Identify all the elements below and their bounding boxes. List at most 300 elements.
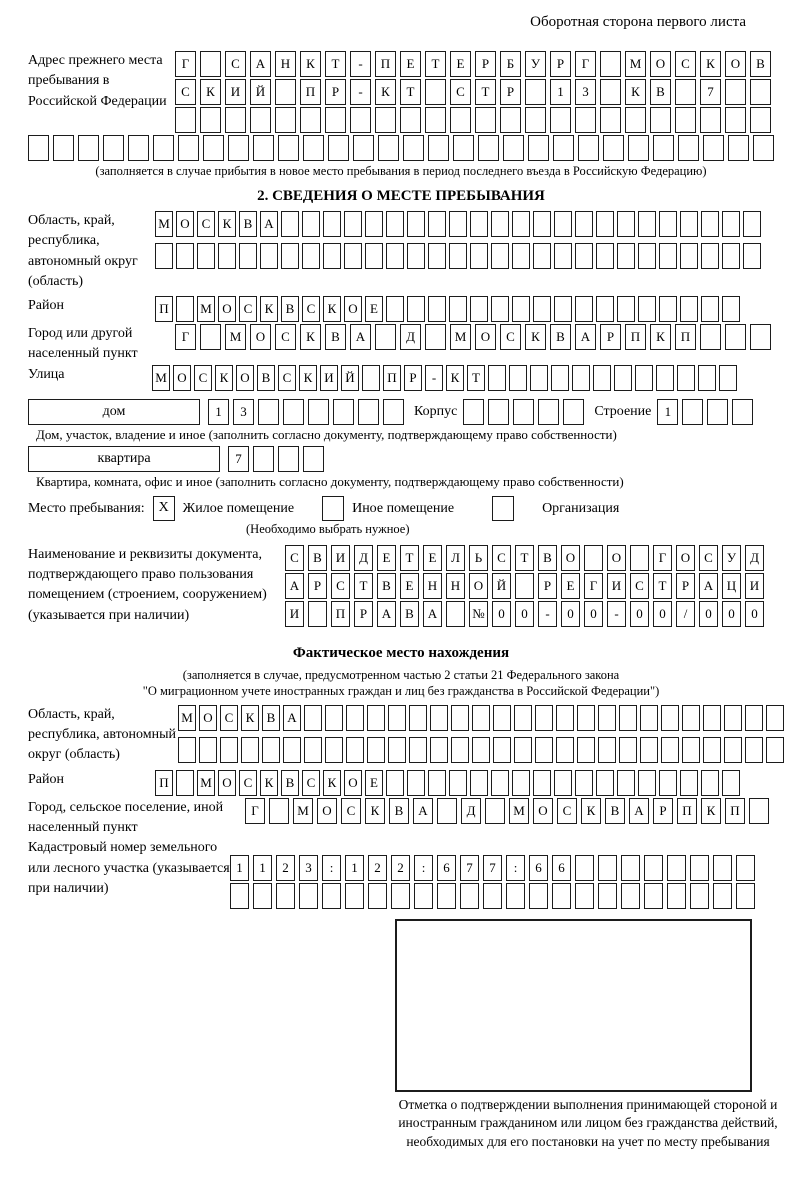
char-box[interactable]: П bbox=[375, 51, 396, 77]
char-box[interactable]: К bbox=[701, 798, 721, 824]
char-box[interactable] bbox=[703, 705, 721, 731]
char-box[interactable] bbox=[713, 855, 732, 881]
char-box[interactable]: - bbox=[350, 51, 371, 77]
char-box[interactable]: О bbox=[176, 211, 194, 237]
char-box[interactable]: 7 bbox=[700, 79, 721, 105]
char-box[interactable]: П bbox=[677, 798, 697, 824]
char-box[interactable] bbox=[584, 545, 603, 571]
char-box[interactable]: П bbox=[625, 324, 646, 350]
char-box[interactable] bbox=[414, 883, 433, 909]
char-box[interactable] bbox=[701, 243, 719, 269]
char-box[interactable] bbox=[724, 705, 742, 731]
char-box[interactable] bbox=[732, 399, 753, 425]
char-box[interactable] bbox=[659, 243, 677, 269]
char-box[interactable]: О bbox=[650, 51, 671, 77]
char-box[interactable]: М bbox=[178, 705, 196, 731]
char-box[interactable]: Н bbox=[446, 573, 465, 599]
char-box[interactable] bbox=[598, 883, 617, 909]
char-box[interactable] bbox=[230, 883, 249, 909]
char-box[interactable] bbox=[661, 705, 679, 731]
char-box[interactable]: О bbox=[236, 365, 254, 391]
char-box[interactable] bbox=[325, 705, 343, 731]
char-box[interactable] bbox=[535, 705, 553, 731]
char-box[interactable] bbox=[512, 770, 530, 796]
char-box[interactable] bbox=[344, 243, 362, 269]
char-box[interactable] bbox=[535, 737, 553, 763]
char-box[interactable]: Д bbox=[745, 545, 764, 571]
char-box[interactable]: П bbox=[300, 79, 321, 105]
char-box[interactable]: В bbox=[281, 296, 299, 322]
char-box[interactable] bbox=[600, 51, 621, 77]
char-box[interactable] bbox=[199, 737, 217, 763]
char-box[interactable] bbox=[722, 296, 740, 322]
char-box[interactable] bbox=[367, 705, 385, 731]
char-box[interactable]: : bbox=[322, 855, 341, 881]
char-box[interactable] bbox=[578, 135, 599, 161]
char-box[interactable] bbox=[449, 296, 467, 322]
char-box[interactable] bbox=[598, 705, 616, 731]
char-box[interactable]: О bbox=[607, 545, 626, 571]
char-box[interactable] bbox=[425, 79, 446, 105]
char-box[interactable] bbox=[203, 135, 224, 161]
char-box[interactable] bbox=[621, 855, 640, 881]
char-box[interactable] bbox=[509, 365, 527, 391]
char-box[interactable] bbox=[333, 399, 354, 425]
char-box[interactable] bbox=[728, 135, 749, 161]
char-box[interactable] bbox=[220, 737, 238, 763]
char-box[interactable] bbox=[353, 135, 374, 161]
char-box[interactable]: 3 bbox=[575, 79, 596, 105]
char-box[interactable] bbox=[719, 365, 737, 391]
char-box[interactable]: 0 bbox=[699, 601, 718, 627]
char-box[interactable] bbox=[596, 243, 614, 269]
char-box[interactable] bbox=[766, 705, 784, 731]
char-box[interactable] bbox=[367, 737, 385, 763]
char-box[interactable] bbox=[635, 365, 653, 391]
char-box[interactable]: С bbox=[220, 705, 238, 731]
char-box[interactable] bbox=[428, 135, 449, 161]
char-box[interactable] bbox=[677, 365, 695, 391]
char-box[interactable] bbox=[678, 135, 699, 161]
char-box[interactable] bbox=[529, 883, 548, 909]
char-box[interactable]: Д bbox=[354, 545, 373, 571]
char-box[interactable]: А bbox=[283, 705, 301, 731]
char-box[interactable] bbox=[460, 883, 479, 909]
char-box[interactable] bbox=[304, 737, 322, 763]
char-box[interactable]: О bbox=[676, 545, 695, 571]
char-box[interactable]: О bbox=[533, 798, 553, 824]
char-box[interactable]: К bbox=[446, 365, 464, 391]
char-box[interactable]: В bbox=[325, 324, 346, 350]
char-box[interactable]: С bbox=[630, 573, 649, 599]
char-box[interactable] bbox=[241, 737, 259, 763]
char-box[interactable] bbox=[701, 770, 719, 796]
char-box[interactable]: Т bbox=[425, 51, 446, 77]
char-box[interactable]: М bbox=[509, 798, 529, 824]
char-box[interactable] bbox=[386, 296, 404, 322]
char-box[interactable] bbox=[391, 883, 410, 909]
char-box[interactable]: А bbox=[629, 798, 649, 824]
char-box[interactable]: Т bbox=[475, 79, 496, 105]
char-box[interactable] bbox=[346, 737, 364, 763]
char-box[interactable] bbox=[400, 107, 421, 133]
char-box[interactable]: Р bbox=[500, 79, 521, 105]
char-box[interactable]: Р bbox=[550, 51, 571, 77]
char-box[interactable] bbox=[512, 296, 530, 322]
char-box[interactable] bbox=[577, 737, 595, 763]
char-box[interactable] bbox=[302, 243, 320, 269]
char-box[interactable] bbox=[749, 798, 769, 824]
char-box[interactable]: 1 bbox=[253, 855, 272, 881]
char-box[interactable] bbox=[701, 211, 719, 237]
char-box[interactable] bbox=[463, 399, 484, 425]
char-box[interactable] bbox=[682, 399, 703, 425]
char-box[interactable] bbox=[630, 545, 649, 571]
char-box[interactable]: В bbox=[281, 770, 299, 796]
char-box[interactable] bbox=[512, 211, 530, 237]
char-box[interactable] bbox=[491, 243, 509, 269]
char-box[interactable]: С bbox=[500, 324, 521, 350]
char-box[interactable] bbox=[659, 296, 677, 322]
char-box[interactable]: Р bbox=[538, 573, 557, 599]
char-box[interactable]: К bbox=[323, 296, 341, 322]
char-box[interactable] bbox=[513, 399, 534, 425]
char-box[interactable] bbox=[250, 107, 271, 133]
char-box[interactable] bbox=[617, 243, 635, 269]
char-box[interactable] bbox=[506, 883, 525, 909]
char-box[interactable] bbox=[628, 135, 649, 161]
char-box[interactable] bbox=[575, 107, 596, 133]
char-box[interactable] bbox=[278, 135, 299, 161]
char-box[interactable]: Г bbox=[575, 51, 596, 77]
char-box[interactable]: Ь bbox=[469, 545, 488, 571]
char-box[interactable]: : bbox=[414, 855, 433, 881]
char-box[interactable]: Р bbox=[653, 798, 673, 824]
char-box[interactable]: Е bbox=[423, 545, 442, 571]
char-box[interactable]: 7 bbox=[228, 446, 249, 472]
char-box[interactable] bbox=[682, 705, 700, 731]
char-box[interactable]: 6 bbox=[437, 855, 456, 881]
char-box[interactable] bbox=[388, 737, 406, 763]
char-box[interactable]: Ц bbox=[722, 573, 741, 599]
char-box[interactable]: - bbox=[350, 79, 371, 105]
char-box[interactable] bbox=[533, 243, 551, 269]
checkbox-organizatsiya[interactable] bbox=[492, 496, 514, 521]
char-box[interactable] bbox=[554, 770, 572, 796]
char-box[interactable] bbox=[698, 365, 716, 391]
char-box[interactable] bbox=[103, 135, 124, 161]
char-box[interactable] bbox=[680, 770, 698, 796]
char-box[interactable] bbox=[530, 365, 548, 391]
char-box[interactable] bbox=[300, 107, 321, 133]
char-box[interactable] bbox=[617, 770, 635, 796]
char-box[interactable]: В bbox=[389, 798, 409, 824]
char-box[interactable]: М bbox=[225, 324, 246, 350]
char-box[interactable] bbox=[488, 399, 509, 425]
char-box[interactable]: В bbox=[538, 545, 557, 571]
char-box[interactable] bbox=[667, 855, 686, 881]
char-box[interactable] bbox=[239, 243, 257, 269]
char-box[interactable] bbox=[409, 737, 427, 763]
char-box[interactable]: Е bbox=[561, 573, 580, 599]
char-box[interactable] bbox=[262, 737, 280, 763]
char-box[interactable] bbox=[446, 601, 465, 627]
char-box[interactable]: О bbox=[317, 798, 337, 824]
char-box[interactable] bbox=[430, 737, 448, 763]
char-box[interactable] bbox=[745, 737, 763, 763]
char-box[interactable] bbox=[690, 883, 709, 909]
char-box[interactable] bbox=[407, 770, 425, 796]
char-box[interactable] bbox=[514, 737, 532, 763]
char-box[interactable]: 1 bbox=[345, 855, 364, 881]
char-box[interactable]: Т bbox=[400, 545, 419, 571]
char-box[interactable] bbox=[575, 296, 593, 322]
char-box[interactable] bbox=[386, 211, 404, 237]
char-box[interactable]: 0 bbox=[630, 601, 649, 627]
char-box[interactable]: 1 bbox=[550, 79, 571, 105]
char-box[interactable] bbox=[178, 135, 199, 161]
char-box[interactable] bbox=[472, 705, 490, 731]
char-box[interactable]: С bbox=[175, 79, 196, 105]
char-box[interactable] bbox=[470, 296, 488, 322]
char-box[interactable] bbox=[640, 737, 658, 763]
char-box[interactable] bbox=[283, 737, 301, 763]
char-box[interactable] bbox=[176, 296, 194, 322]
char-box[interactable]: Е bbox=[365, 296, 383, 322]
char-box[interactable]: С bbox=[278, 365, 296, 391]
char-box[interactable] bbox=[365, 211, 383, 237]
char-box[interactable] bbox=[493, 737, 511, 763]
char-box[interactable]: 1 bbox=[230, 855, 249, 881]
char-box[interactable]: Д bbox=[400, 324, 421, 350]
char-box[interactable]: Г bbox=[175, 51, 196, 77]
char-box[interactable]: Т bbox=[653, 573, 672, 599]
char-box[interactable] bbox=[682, 737, 700, 763]
char-box[interactable] bbox=[322, 883, 341, 909]
char-box[interactable]: С bbox=[699, 545, 718, 571]
char-box[interactable] bbox=[667, 883, 686, 909]
char-box[interactable]: М bbox=[293, 798, 313, 824]
char-box[interactable]: К bbox=[525, 324, 546, 350]
char-box[interactable] bbox=[253, 446, 274, 472]
char-box[interactable] bbox=[690, 855, 709, 881]
char-box[interactable]: К bbox=[581, 798, 601, 824]
char-box[interactable] bbox=[554, 296, 572, 322]
char-box[interactable] bbox=[269, 798, 289, 824]
char-box[interactable] bbox=[437, 798, 457, 824]
char-box[interactable]: А bbox=[377, 601, 396, 627]
char-box[interactable] bbox=[200, 324, 221, 350]
char-box[interactable] bbox=[176, 770, 194, 796]
char-box[interactable]: Д bbox=[461, 798, 481, 824]
char-box[interactable]: М bbox=[197, 296, 215, 322]
char-box[interactable]: П bbox=[331, 601, 350, 627]
char-box[interactable]: Т bbox=[467, 365, 485, 391]
char-box[interactable] bbox=[491, 770, 509, 796]
char-box[interactable]: С bbox=[302, 770, 320, 796]
char-box[interactable]: Р bbox=[475, 51, 496, 77]
char-box[interactable] bbox=[703, 135, 724, 161]
char-box[interactable] bbox=[451, 737, 469, 763]
char-box[interactable] bbox=[409, 705, 427, 731]
char-box[interactable]: П bbox=[725, 798, 745, 824]
char-box[interactable]: 7 bbox=[483, 855, 502, 881]
char-box[interactable] bbox=[617, 296, 635, 322]
char-box[interactable]: Г bbox=[653, 545, 672, 571]
char-box[interactable]: О bbox=[250, 324, 271, 350]
char-box[interactable] bbox=[128, 135, 149, 161]
char-box[interactable] bbox=[407, 296, 425, 322]
char-box[interactable]: И bbox=[320, 365, 338, 391]
char-box[interactable] bbox=[453, 135, 474, 161]
char-box[interactable]: К bbox=[375, 79, 396, 105]
char-box[interactable]: 3 bbox=[233, 399, 254, 425]
char-box[interactable] bbox=[475, 107, 496, 133]
char-box[interactable]: Т bbox=[515, 545, 534, 571]
char-box[interactable]: 0 bbox=[745, 601, 764, 627]
char-box[interactable]: 0 bbox=[584, 601, 603, 627]
char-box[interactable] bbox=[308, 601, 327, 627]
char-box[interactable] bbox=[598, 737, 616, 763]
char-box[interactable]: С bbox=[450, 79, 471, 105]
char-box[interactable]: О bbox=[344, 770, 362, 796]
char-box[interactable]: № bbox=[469, 601, 488, 627]
char-box[interactable] bbox=[281, 243, 299, 269]
char-box[interactable] bbox=[640, 705, 658, 731]
char-box[interactable]: М bbox=[155, 211, 173, 237]
char-box[interactable] bbox=[218, 243, 236, 269]
char-box[interactable] bbox=[554, 211, 572, 237]
char-box[interactable]: А bbox=[350, 324, 371, 350]
char-box[interactable] bbox=[478, 135, 499, 161]
char-box[interactable]: 0 bbox=[653, 601, 672, 627]
char-box[interactable] bbox=[283, 399, 304, 425]
char-box[interactable]: В bbox=[239, 211, 257, 237]
char-box[interactable]: С bbox=[492, 545, 511, 571]
char-box[interactable]: В bbox=[650, 79, 671, 105]
char-box[interactable] bbox=[625, 107, 646, 133]
char-box[interactable]: К bbox=[260, 770, 278, 796]
char-box[interactable]: О bbox=[199, 705, 217, 731]
char-box[interactable]: К bbox=[200, 79, 221, 105]
char-box[interactable] bbox=[750, 107, 771, 133]
char-box[interactable]: П bbox=[675, 324, 696, 350]
char-box[interactable] bbox=[483, 883, 502, 909]
char-box[interactable] bbox=[451, 705, 469, 731]
char-box[interactable]: Г bbox=[175, 324, 196, 350]
char-box[interactable]: А bbox=[423, 601, 442, 627]
char-box[interactable]: Л bbox=[446, 545, 465, 571]
char-box[interactable] bbox=[553, 135, 574, 161]
char-box[interactable] bbox=[383, 399, 404, 425]
char-box[interactable] bbox=[600, 79, 621, 105]
char-box[interactable] bbox=[514, 705, 532, 731]
char-box[interactable] bbox=[425, 324, 446, 350]
char-box[interactable] bbox=[225, 107, 246, 133]
char-box[interactable] bbox=[428, 770, 446, 796]
char-box[interactable] bbox=[575, 770, 593, 796]
char-box[interactable] bbox=[563, 399, 584, 425]
char-box[interactable] bbox=[449, 243, 467, 269]
char-box[interactable]: - bbox=[538, 601, 557, 627]
char-box[interactable] bbox=[388, 705, 406, 731]
char-box[interactable]: С bbox=[285, 545, 304, 571]
char-box[interactable] bbox=[707, 399, 728, 425]
char-box[interactable] bbox=[362, 365, 380, 391]
char-box[interactable]: Т bbox=[400, 79, 421, 105]
char-box[interactable] bbox=[736, 855, 755, 881]
char-box[interactable] bbox=[78, 135, 99, 161]
char-box[interactable]: - bbox=[607, 601, 626, 627]
char-box[interactable]: П bbox=[155, 770, 173, 796]
char-box[interactable]: П bbox=[383, 365, 401, 391]
char-box[interactable]: Р bbox=[308, 573, 327, 599]
char-box[interactable]: 6 bbox=[529, 855, 548, 881]
char-box[interactable]: К bbox=[300, 51, 321, 77]
char-box[interactable]: С bbox=[302, 296, 320, 322]
char-box[interactable] bbox=[350, 107, 371, 133]
char-box[interactable] bbox=[450, 107, 471, 133]
char-box[interactable]: В bbox=[257, 365, 275, 391]
char-box[interactable]: М bbox=[625, 51, 646, 77]
char-box[interactable] bbox=[488, 365, 506, 391]
char-box[interactable] bbox=[724, 737, 742, 763]
char-box[interactable] bbox=[176, 243, 194, 269]
char-box[interactable] bbox=[175, 107, 196, 133]
char-box[interactable] bbox=[525, 79, 546, 105]
char-box[interactable]: И bbox=[607, 573, 626, 599]
char-box[interactable]: К bbox=[323, 770, 341, 796]
char-box[interactable] bbox=[470, 211, 488, 237]
char-box[interactable]: В bbox=[550, 324, 571, 350]
char-box[interactable] bbox=[525, 107, 546, 133]
char-box[interactable] bbox=[644, 855, 663, 881]
char-box[interactable] bbox=[437, 883, 456, 909]
char-box[interactable]: А bbox=[250, 51, 271, 77]
char-box[interactable]: С bbox=[194, 365, 212, 391]
char-box[interactable] bbox=[722, 243, 740, 269]
char-box[interactable]: С bbox=[557, 798, 577, 824]
char-box[interactable]: О bbox=[469, 573, 488, 599]
char-box[interactable] bbox=[554, 243, 572, 269]
char-box[interactable] bbox=[533, 296, 551, 322]
char-box[interactable]: И bbox=[285, 601, 304, 627]
char-box[interactable] bbox=[323, 243, 341, 269]
char-box[interactable] bbox=[28, 135, 49, 161]
char-box[interactable]: С bbox=[341, 798, 361, 824]
char-box[interactable]: В bbox=[400, 601, 419, 627]
char-box[interactable] bbox=[675, 107, 696, 133]
char-box[interactable] bbox=[368, 883, 387, 909]
char-box[interactable] bbox=[575, 883, 594, 909]
char-box[interactable] bbox=[725, 324, 746, 350]
char-box[interactable] bbox=[701, 296, 719, 322]
char-box[interactable]: Р bbox=[354, 601, 373, 627]
char-box[interactable]: В bbox=[308, 545, 327, 571]
char-box[interactable]: 0 bbox=[492, 601, 511, 627]
char-box[interactable] bbox=[275, 107, 296, 133]
char-box[interactable] bbox=[743, 211, 761, 237]
char-box[interactable] bbox=[325, 737, 343, 763]
char-box[interactable]: С bbox=[275, 324, 296, 350]
char-box[interactable] bbox=[533, 211, 551, 237]
char-box[interactable] bbox=[598, 855, 617, 881]
char-box[interactable] bbox=[153, 135, 174, 161]
char-box[interactable]: Р bbox=[676, 573, 695, 599]
char-box[interactable] bbox=[253, 883, 272, 909]
char-box[interactable]: У bbox=[525, 51, 546, 77]
char-box[interactable]: Е bbox=[400, 573, 419, 599]
